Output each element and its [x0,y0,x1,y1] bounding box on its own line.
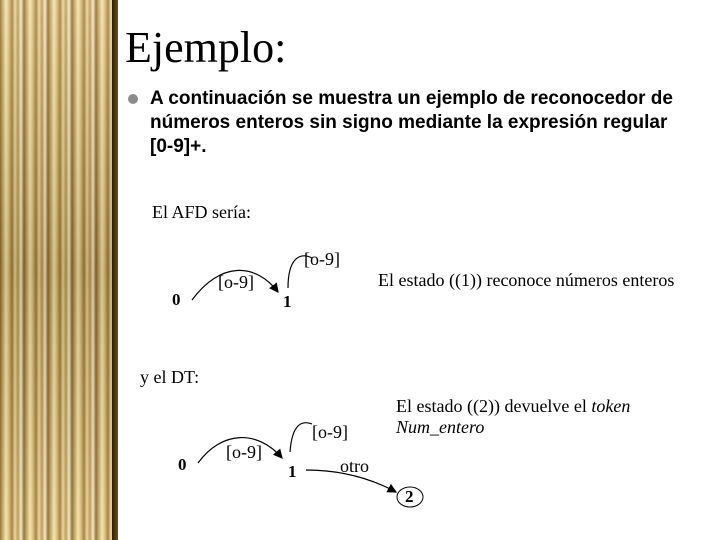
afd-edge-0-1-label: [o-9] [218,272,254,292]
afd-note: El estado ((1)) reconoce números enteros [378,270,675,290]
dt-note-prefix: El estado ((2)) devuelve el [396,396,592,416]
dt-state-2: 2 [405,487,414,506]
dt-note [396,396,630,417]
dt-edge-1-2-label: otro [340,456,369,476]
dt-edge-0-1-label: [o-9] [226,442,262,462]
dt-caption: y el DT: [140,367,200,387]
afd-loop-1-label: [o-9] [304,249,340,269]
dt-loop-1-label: [o-9] [312,422,348,442]
slide-title: Ejemplo: [125,23,287,72]
dt-state-0: 0 [178,455,187,474]
afd-caption: El AFD sería: [152,202,251,222]
afd-state-0: 0 [172,290,181,309]
dt-note-token: token [591,396,631,416]
afd-state-1: 1 [283,292,292,311]
bullet-text: A continuación se muestra un ejemplo de reconocedor de números enteros sin signo mediante la expresión regular [0-9]+. [150,88,673,157]
dt-state-1: 1 [288,462,297,481]
dt-loop-1 [290,423,312,452]
dt-note-value: Num_entero [396,417,485,437]
